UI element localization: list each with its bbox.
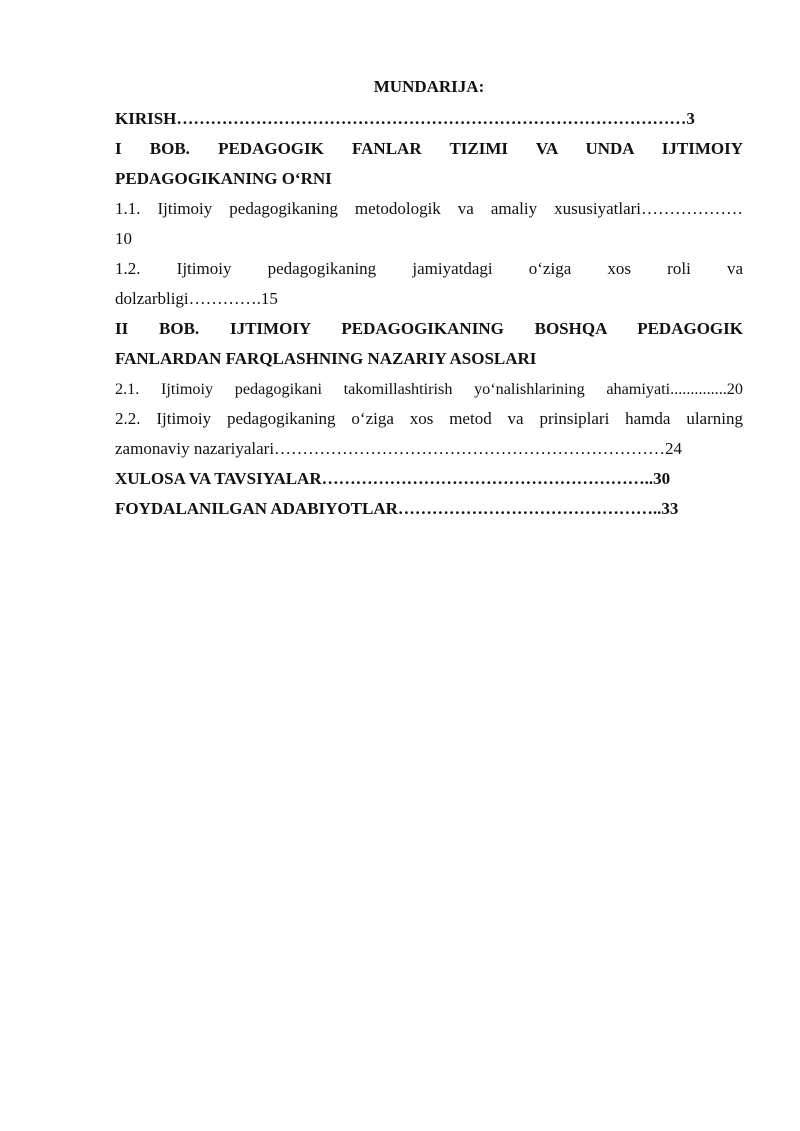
toc-entry-text: 2.2. Ijtimoiy pedagogikaning o‘ziga xos metod va prinsiplari hamda ularning xyxy=(115,409,743,428)
toc-entry-references xyxy=(115,494,743,524)
toc-entry-text: 1.1. Ijtimoiy pedagogikaning metodologik va amaliy xususiyatlari……………… xyxy=(115,199,743,218)
toc-entry-introduction xyxy=(115,104,743,134)
toc-entry-section-2-1 xyxy=(115,374,743,404)
toc-entry-text: II BOB. IJTIMOIY PEDAGOGIKANING BOSHQA PEDAGOGIK xyxy=(115,319,743,338)
toc-entry-section-1-2 xyxy=(115,254,743,314)
toc-entry-section-1-1 xyxy=(115,194,743,254)
table-of-contents xyxy=(115,72,743,524)
toc-entry-text-continued: FANLARDAN FARQLASHNING NAZARIY ASOSLARI xyxy=(115,349,537,368)
toc-entry-section-2-2 xyxy=(115,404,743,464)
toc-entry-text: FOYDALANILGAN ADABIYOTLAR………………………………………..33 xyxy=(115,499,679,518)
toc-entry-chapter-2 xyxy=(115,314,743,374)
toc-entry-chapter-1 xyxy=(115,134,743,194)
toc-entry-text-continued: zamonaviy nazariyalari……………………………………………………………24 xyxy=(115,439,683,458)
contents-title: MUNDARIJA: xyxy=(373,77,485,96)
toc-entry-conclusion xyxy=(115,464,743,494)
toc-entry-text: XULOSA VA TAVSIYALAR…………………………………………………..30 xyxy=(115,469,671,488)
toc-entry-text: KIRISH………………………………………………………………………………3 xyxy=(115,109,695,128)
toc-entry-text: 1.2. Ijtimoiy pedagogikaning jamiyatdagi o‘ziga xos roli va xyxy=(115,259,743,278)
toc-entry-text: I BOB. PEDAGOGIK FANLAR TIZIMI VA UNDA IJTIMOIY xyxy=(115,139,743,158)
toc-entry-text-continued: PEDAGOGIKANING O‘RNI xyxy=(115,169,332,188)
toc-entry-text-continued: dolzarbligi………….15 xyxy=(115,289,278,308)
toc-entry-text: 2.1. Ijtimoiy pedagogikani takomillashtirish yo‘nalishlarining ahamiyati..............20 xyxy=(115,380,743,398)
toc-entry-page-number: 10 xyxy=(115,229,132,248)
